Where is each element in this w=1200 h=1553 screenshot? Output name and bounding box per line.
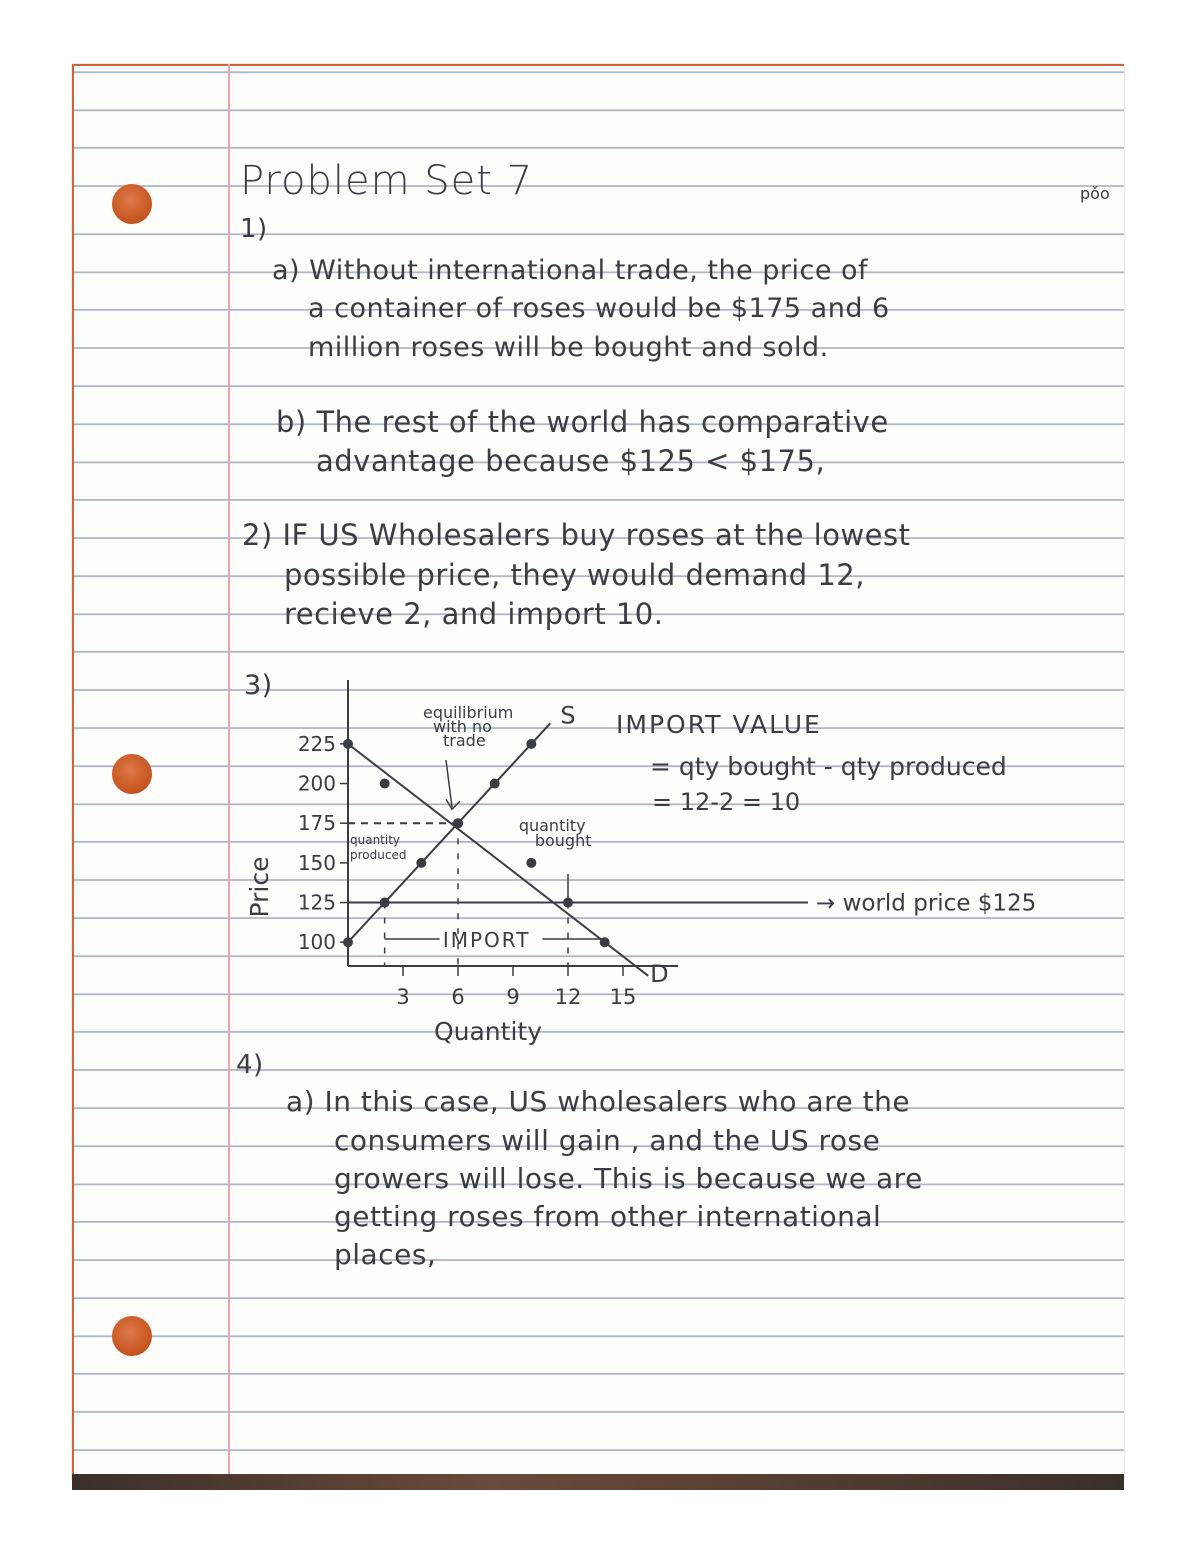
import-value-result: = 12-2 = 10	[652, 788, 801, 816]
q4a-line3: growers will lose. This is because we are	[334, 1162, 923, 1195]
x-tick-label: 15	[609, 985, 637, 1009]
demand-point	[526, 858, 536, 868]
q1b-line2: advantage because $125 < $175,	[316, 444, 826, 478]
x-tick-label: 9	[506, 985, 520, 1009]
q4a-line2: consumers will gain , and the US rose	[334, 1124, 881, 1157]
world-price-label: → world price $125	[816, 890, 1037, 917]
page-title: Problem Set 7	[240, 158, 534, 204]
y-tick-label: 150	[297, 850, 336, 875]
y-tick-label: 125	[297, 890, 336, 915]
page-left-edge	[72, 64, 74, 1480]
supply-demand-graph	[230, 660, 1037, 1060]
punch-hole-middle	[112, 754, 152, 794]
x-tick-label: 12	[554, 985, 582, 1009]
quantity-bought-annotation: quantity	[518, 816, 586, 836]
demand-point	[563, 898, 573, 908]
equilibrium-arrowhead	[446, 799, 460, 809]
demand-point	[343, 739, 353, 749]
q1b-line1: b) The rest of the world has comparative	[276, 405, 889, 439]
q2-line3: recieve 2, and import 10.	[284, 597, 664, 631]
corner-mark: pǒo	[1080, 184, 1110, 203]
supply-point	[380, 898, 390, 908]
equilibrium-annotation: trade	[443, 731, 486, 750]
q1a-line2: a container of roses would be $175 and 6	[308, 293, 890, 324]
x-tick-label: 6	[451, 985, 465, 1009]
punch-hole-top	[112, 184, 152, 224]
supply-point	[416, 858, 426, 868]
punch-hole-bottom	[112, 1316, 152, 1356]
y-tick-label: 175	[297, 811, 336, 836]
y-axis-label: Price	[245, 856, 274, 918]
import-value-heading: IMPORT VALUE	[616, 710, 822, 739]
q4a-line5: places,	[334, 1238, 437, 1271]
demand-point	[380, 779, 390, 789]
q1a-line1: a) Without international trade, the price of	[272, 255, 869, 286]
y-tick-label: 100	[297, 930, 336, 955]
quantity-produced-annotation: produced	[350, 847, 407, 862]
q4-number: 4)	[236, 1050, 264, 1080]
q3-number: 3)	[244, 670, 273, 701]
supply-point	[490, 779, 500, 789]
equilibrium-annotation: equilibrium	[423, 703, 514, 722]
x-axis-label: Quantity	[433, 1017, 543, 1046]
q1-number: 1)	[240, 214, 268, 244]
quantity-produced-annotation: quantity	[350, 832, 401, 847]
q4a-line1: a) In this case, US wholesalers who are the	[286, 1085, 911, 1118]
quantity-bought-annotation: bought	[534, 831, 592, 851]
q2-line1: 2) IF US Wholesalers buy roses at the lowest	[242, 518, 911, 552]
supply-series-label: S	[560, 701, 576, 730]
desk-edge	[72, 1474, 1124, 1490]
demand-series-label: D	[650, 959, 669, 988]
y-tick-label: 225	[297, 731, 336, 756]
x-tick-label: 3	[396, 985, 410, 1009]
q2-line2: possible price, they would demand 12,	[284, 558, 865, 592]
supply-point	[343, 937, 353, 947]
supply-point	[526, 739, 536, 749]
q1a-line3: million roses will be bought and sold.	[308, 332, 829, 363]
demand-point	[453, 818, 463, 828]
import-value-formula: = qty bought - qty produced	[650, 752, 1007, 781]
equilibrium-annotation: with no	[433, 717, 492, 736]
y-tick-label: 200	[297, 771, 336, 796]
q4a-line4: getting roses from other international	[334, 1200, 882, 1233]
import-label: IMPORT	[442, 928, 531, 953]
